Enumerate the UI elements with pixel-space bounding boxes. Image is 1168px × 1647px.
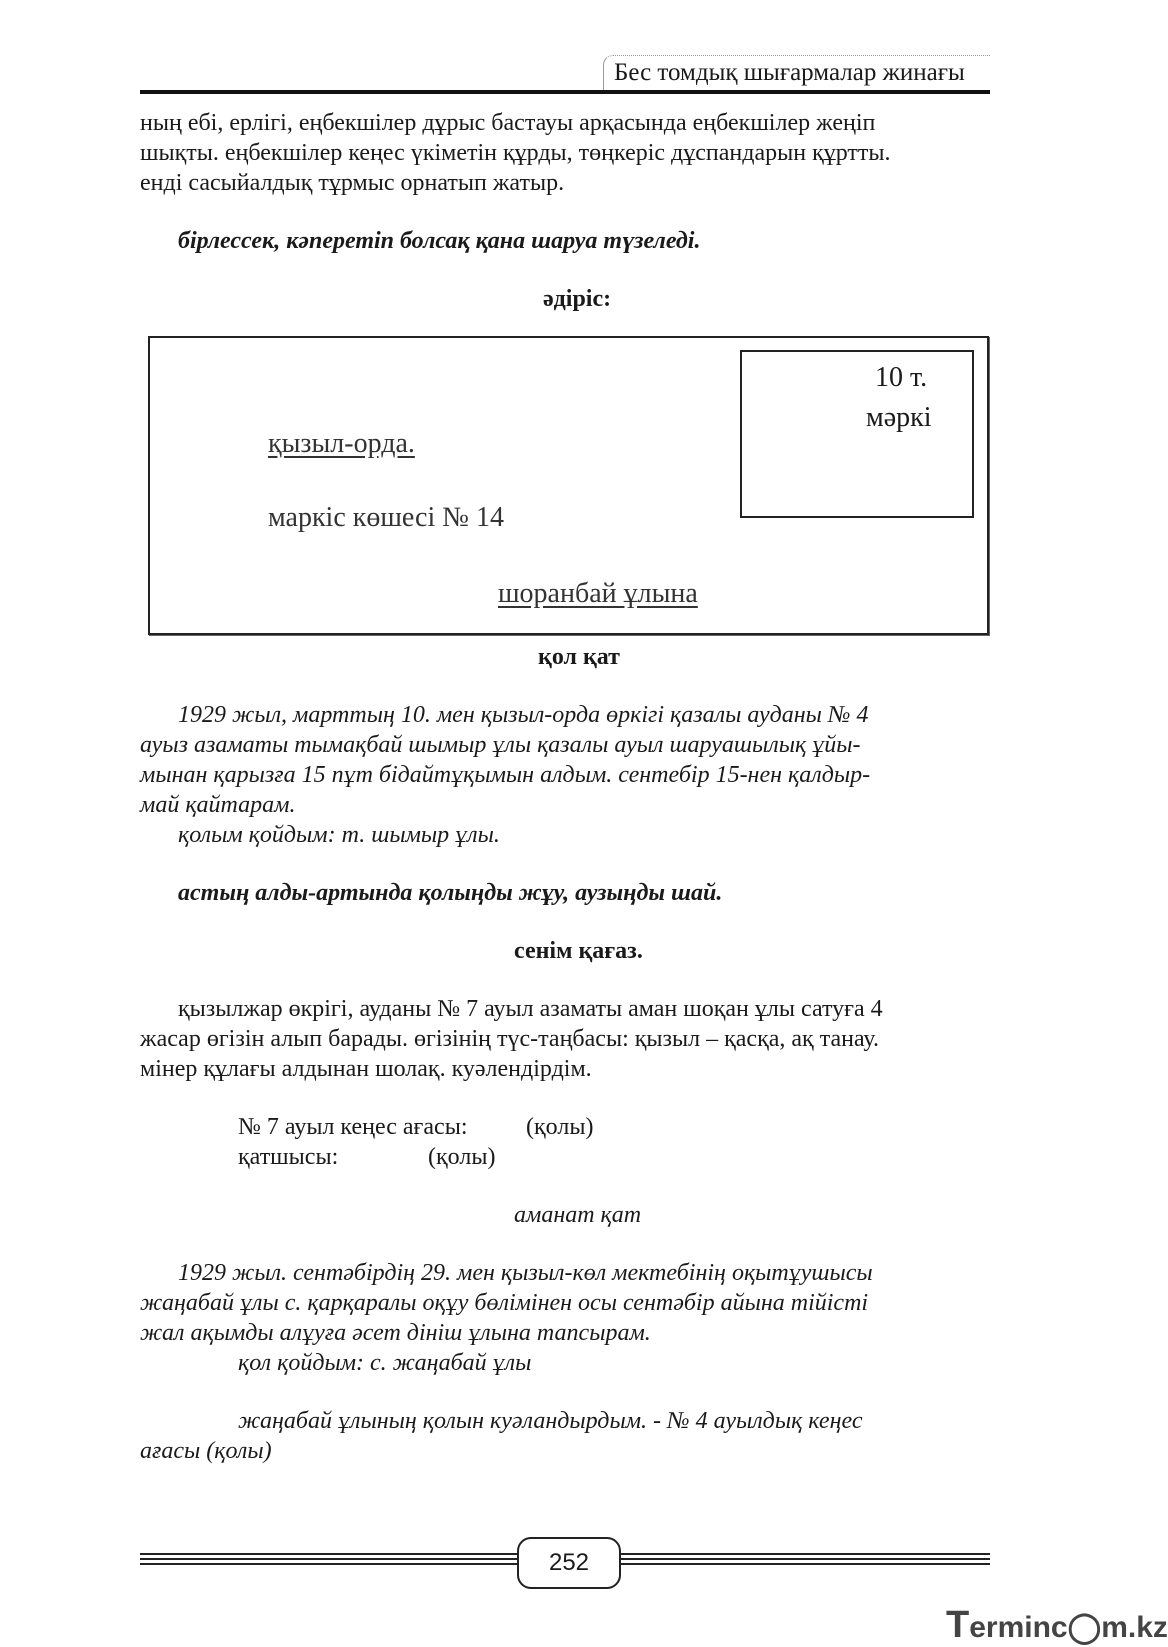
running-header-title: Бес томдық шығармалар жинағы: [614, 59, 965, 86]
proxy-line: жал ақымды алұуға әсет дініш ұлына тапсырам.: [140, 1320, 651, 1346]
intro-line: шықты. еңбекшілер кеңес үкіметін құрды, төңкеріс дұспандарын құртты.: [140, 140, 891, 166]
proxy-line: жаңабай ұлы с. қарқаралы оқұу бөлімінен осы сентәбір айына тійісті: [140, 1290, 869, 1316]
chair-signature: (қолы): [526, 1114, 594, 1140]
page-number-frame: [517, 1537, 621, 1589]
receipt-signature: қолым қойдым: т. шымыр ұлы.: [178, 822, 500, 848]
page-number: 252: [548, 1549, 590, 1576]
secretary-signature: (қолы): [428, 1144, 496, 1170]
certificate-heading: сенім қағаз.: [514, 938, 643, 964]
receipt-line: ауыз азаматы тымақбай шымыр ұлы қазалы ауыл шаруашылық ұйы-: [140, 732, 861, 758]
receipt-line: май қайтарам.: [140, 792, 296, 818]
secretary-label: қатшысы:: [238, 1144, 339, 1170]
receipt-line: мынан қарызға 15 пұт бідайтұқымын алдым. сентебір 15-нен қалдыр-: [140, 762, 871, 788]
motto-cooperation: бірлессек, кәперетіп болсақ қана шаруа түзеледі.: [178, 228, 701, 254]
chair-label: № 7 ауыл кеңес ағасы:: [238, 1114, 468, 1140]
watermark-initial: T: [946, 1604, 970, 1646]
motto-hygiene: астың алды-артында қолыңды жұу, аузыңды шай.: [178, 880, 723, 906]
intro-line: енді сасыйалдық тұрмыс орнатып жатыр.: [140, 170, 565, 196]
footer-rule-right: [616, 1563, 990, 1565]
stamp-box: [740, 350, 974, 518]
receipt-heading: қол қат: [538, 644, 620, 670]
watermark-domain: m.kz: [1101, 1611, 1168, 1644]
header-rule: [140, 90, 990, 94]
envelope-street: маркіс көшесі № 14: [268, 502, 504, 533]
watermark-text: erminc: [969, 1611, 1068, 1644]
proxy-heading: аманат қат: [514, 1202, 642, 1228]
stamp-value: 10 т.: [875, 362, 928, 393]
footer-rule-left: [140, 1553, 518, 1555]
proxy-attestation: ағасы (қолы): [140, 1438, 272, 1464]
certificate-line: мінер құлағы алдынан шолақ. куәлендірдім.: [140, 1056, 592, 1082]
footer-rule-left: [140, 1563, 518, 1565]
intro-line: ның ебі, ерлігі, еңбекшілер дұрыс бастауы арқасында еңбекшілер жеңіп: [140, 110, 876, 136]
footer-rule-left: [140, 1558, 518, 1560]
footer-rule-right: [616, 1558, 990, 1560]
proxy-line: 1929 жыл. сентәбірдің 29. мен қызыл-көл мектебінің оқытұушысы: [178, 1260, 873, 1286]
envelope-city: қызыл-орда.: [268, 428, 415, 459]
certificate-line: қызылжар өкрігі, ауданы № 7 ауыл азаматы аман шоқан ұлы сатуға 4: [178, 996, 883, 1022]
proxy-attestation: жаңабай ұлының қолын куәландырдым. - № 4 ауылдық кеңес: [238, 1408, 863, 1434]
site-watermark: [946, 1604, 1168, 1647]
receipt-line: 1929 жыл, марттың 10. мен қызыл-орда өркігі қазалы ауданы № 4: [178, 702, 869, 728]
stamp-label: мәркі: [866, 402, 932, 433]
envelope-recipient: шоранбай ұлына: [498, 578, 698, 609]
footer-rule-right: [616, 1553, 990, 1555]
proxy-signature: қол қойдым: с. жаңабай ұлы: [238, 1350, 532, 1376]
address-heading: әдіріс:: [543, 286, 612, 312]
magnifier-icon: ◯: [1067, 1611, 1102, 1644]
certificate-line: жасар өгізін алып барады. өгізінің түс-таңбасы: қызыл – қасқа, ақ танау.: [140, 1026, 879, 1052]
